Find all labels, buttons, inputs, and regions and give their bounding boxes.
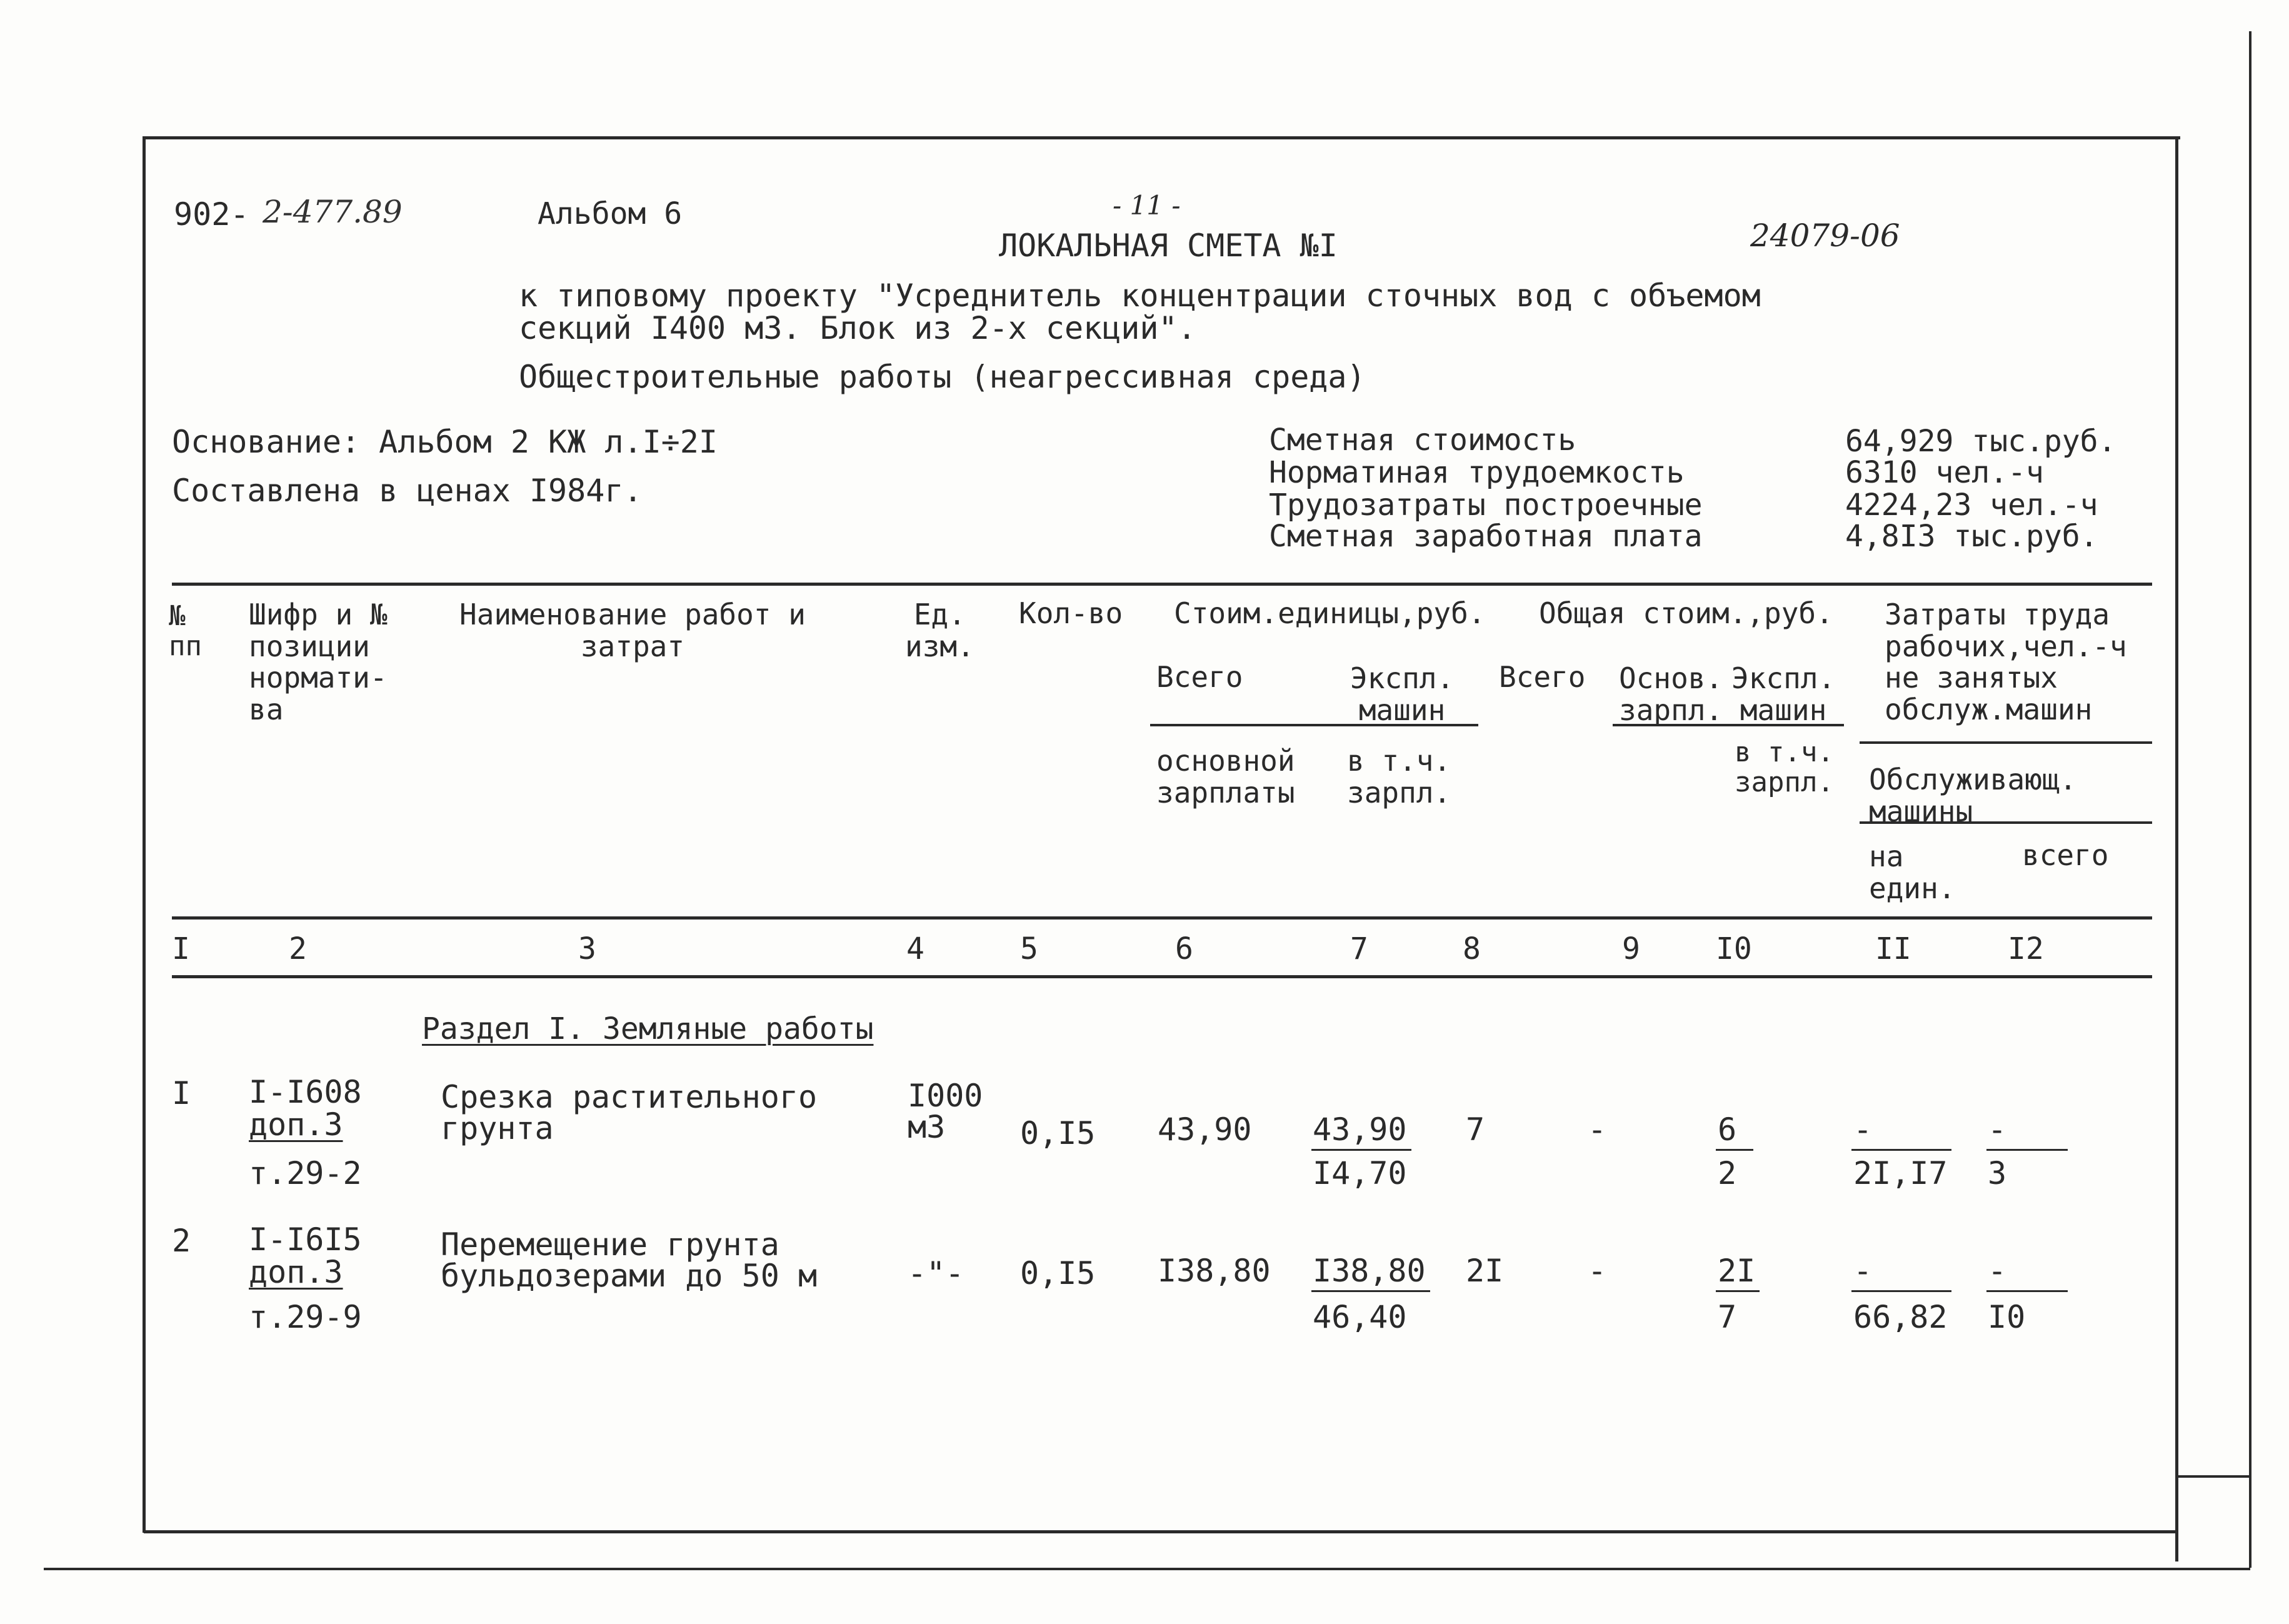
row-labor-per-unit-bottom: 2I,I7: [1853, 1155, 1948, 1191]
sub-incl-wage2: в т.ч. зарпл.: [1735, 736, 1834, 799]
row-num: I: [172, 1075, 191, 1111]
col-number: I2: [2008, 931, 2044, 966]
row-machine-total-wage: 7: [1718, 1299, 1737, 1335]
fraction-line: [1716, 1290, 1760, 1292]
frame-right: [2175, 136, 2178, 1561]
col-number: 9: [1622, 931, 1640, 966]
row-basic-wage: -: [1588, 1111, 1607, 1148]
col-number: 4: [906, 931, 924, 966]
document-title: ЛОКАЛЬНАЯ СМЕТА №I: [999, 228, 1338, 264]
col-cipher-header: Шифр и № позиции нормати- ва: [249, 598, 388, 726]
row-machine-cost: 43,90: [1313, 1111, 1407, 1148]
sub-serving: Обслуживающ. машины: [1869, 763, 2077, 828]
row-total-cost: 7: [1466, 1111, 1485, 1148]
row-code-suffix: доп.3: [249, 1254, 343, 1290]
subtitle-line2: секций I400 м3. Блок из 2-х секций".: [519, 310, 1196, 346]
prices-text: Составлена в ценах I984г.: [172, 473, 643, 509]
row-qty: 0,I5: [1020, 1255, 1096, 1291]
stamp-box-top: [2175, 1475, 2250, 1478]
frame-left: [143, 136, 146, 1533]
row-labor-per-unit: -: [1853, 1253, 1873, 1289]
col-num-header: № пп: [169, 600, 202, 663]
col-number: 6: [1175, 931, 1193, 966]
sub-per-unit: на един.: [1869, 840, 1956, 905]
sub-basic-wage: Основ. зарпл.: [1619, 661, 1723, 727]
col-number: 8: [1463, 931, 1481, 966]
album-label: Альбом 6: [538, 196, 683, 231]
project-code-handwritten: 2-477.89: [263, 194, 403, 230]
sub-exp2: Экспл. машин: [1731, 661, 1836, 727]
summary-value: 4,8I3 тыс.руб.: [1845, 519, 2098, 554]
sub-all2: Всего: [1499, 660, 1586, 694]
table-top-rule: [172, 583, 2152, 586]
frame-bottom: [144, 1530, 2175, 1533]
row-labor-total-bottom: I0: [1988, 1299, 2026, 1335]
row-labor-per-unit: -: [1853, 1111, 1873, 1148]
col-labor-header: Затраты труда рабочих,чел.-ч не занятых обслуж.машин: [1885, 598, 2127, 726]
row-labor-per-unit-bottom: 66,82: [1853, 1299, 1948, 1335]
row-unit-cost: 43,90: [1158, 1111, 1252, 1148]
col-unit-cost-header: Стоим.единицы,руб.: [1174, 596, 1486, 630]
summary-label: Норматиная трудоемкость: [1269, 455, 1685, 490]
col-number: 7: [1350, 931, 1368, 966]
col-name-header: Наименование работ и затрат: [459, 598, 806, 663]
sub-incl-wage1: в т.ч. зарпл.: [1347, 744, 1451, 809]
row-machine-total: 2I: [1718, 1253, 1756, 1289]
row-machine-total: 6: [1718, 1111, 1737, 1148]
row-basic-wage: -: [1588, 1253, 1607, 1289]
row-labor-total: -: [1988, 1253, 2007, 1289]
row-table-ref: т.29-2: [249, 1155, 362, 1191]
fraction-line: [1311, 1149, 1411, 1151]
labor-rule: [1860, 741, 2152, 744]
handwritten-number: 24079-06: [1750, 218, 1900, 254]
outer-bottom-line: [44, 1568, 2250, 1570]
fraction-line: [1986, 1290, 2068, 1292]
column-numbers-rule-bottom: [172, 975, 2152, 978]
fraction-line: [1986, 1149, 2068, 1151]
project-code-printed: 902-: [174, 196, 249, 233]
summary-value: 64,929 тыс.руб.: [1845, 424, 2116, 459]
row-table-ref: т.29-9: [249, 1299, 362, 1335]
row-total-cost: 2I: [1466, 1253, 1504, 1289]
col-number: 3: [578, 931, 596, 966]
sub-exp1: Экспл. машин: [1350, 661, 1455, 727]
fraction-line: [1851, 1149, 1951, 1151]
basis-text: Основание: Альбом 2 КЖ л.I÷2I: [172, 424, 718, 460]
col-number: 5: [1020, 931, 1038, 966]
row-unit: I000 м3: [908, 1078, 983, 1145]
summary-value: 4224,23 чел.-ч: [1845, 488, 2098, 523]
col-number: 2: [289, 931, 307, 966]
sub-basic-wages-full: основной зарплаты: [1156, 744, 1295, 809]
row-machine-wage: I4,70: [1313, 1155, 1407, 1191]
summary-label: Трудозатраты построечные: [1269, 488, 1703, 523]
row-work-name: Перемещение грунта бульдозерами до 50 м: [441, 1226, 818, 1294]
column-numbers-rule-top: [172, 916, 2152, 920]
row-labor-total: -: [1988, 1111, 2007, 1148]
frame-top: [143, 136, 2180, 139]
row-unit: -"-: [908, 1255, 964, 1291]
row-qty: 0,I5: [1020, 1115, 1096, 1151]
row-work-name: Срезка растительного грунта: [441, 1079, 818, 1146]
fraction-line: [1311, 1290, 1430, 1292]
sub-total: всего: [2022, 838, 2109, 872]
row-machine-total-wage: 2: [1718, 1155, 1737, 1191]
row-unit-cost: I38,80: [1158, 1253, 1271, 1289]
row-code: I-I6I5: [249, 1221, 362, 1258]
sub-all1: Всего: [1156, 660, 1243, 694]
row-machine-wage: 46,40: [1313, 1299, 1407, 1335]
summary-value: 6310 чел.-ч: [1845, 455, 2044, 490]
row-machine-cost: I38,80: [1313, 1253, 1426, 1289]
section-title: Раздел I. Земляные работы: [422, 1011, 874, 1046]
row-labor-total-bottom: 3: [1988, 1155, 2007, 1191]
page-mark: - 11 -: [1113, 190, 1181, 221]
col-qty-header: Кол-во: [1019, 596, 1123, 630]
right-margin-line: [2249, 31, 2251, 1568]
summary-label: Сметная стоимость: [1269, 423, 1576, 458]
summary-label: Сметная заработная плата: [1269, 519, 1703, 554]
subtitle-line1: к типовому проекту "Усреднитель концентрации сточных вод с объемом: [519, 278, 1761, 314]
works-type: Общестроительные работы (неагрессивная среда): [519, 359, 1366, 395]
row-num: 2: [172, 1223, 191, 1259]
fraction-line: [1716, 1149, 1753, 1151]
col-number: II: [1875, 931, 1911, 966]
fraction-line: [1851, 1290, 1951, 1292]
col-number: I: [172, 931, 190, 966]
col-number: I0: [1716, 931, 1752, 966]
col-unit-header: Ед. изм.: [905, 598, 974, 663]
col-total-cost-header: Общая стоим.,руб.: [1539, 596, 1833, 630]
row-code: I-I608: [249, 1074, 362, 1110]
row-code-suffix: доп.3: [249, 1106, 343, 1143]
